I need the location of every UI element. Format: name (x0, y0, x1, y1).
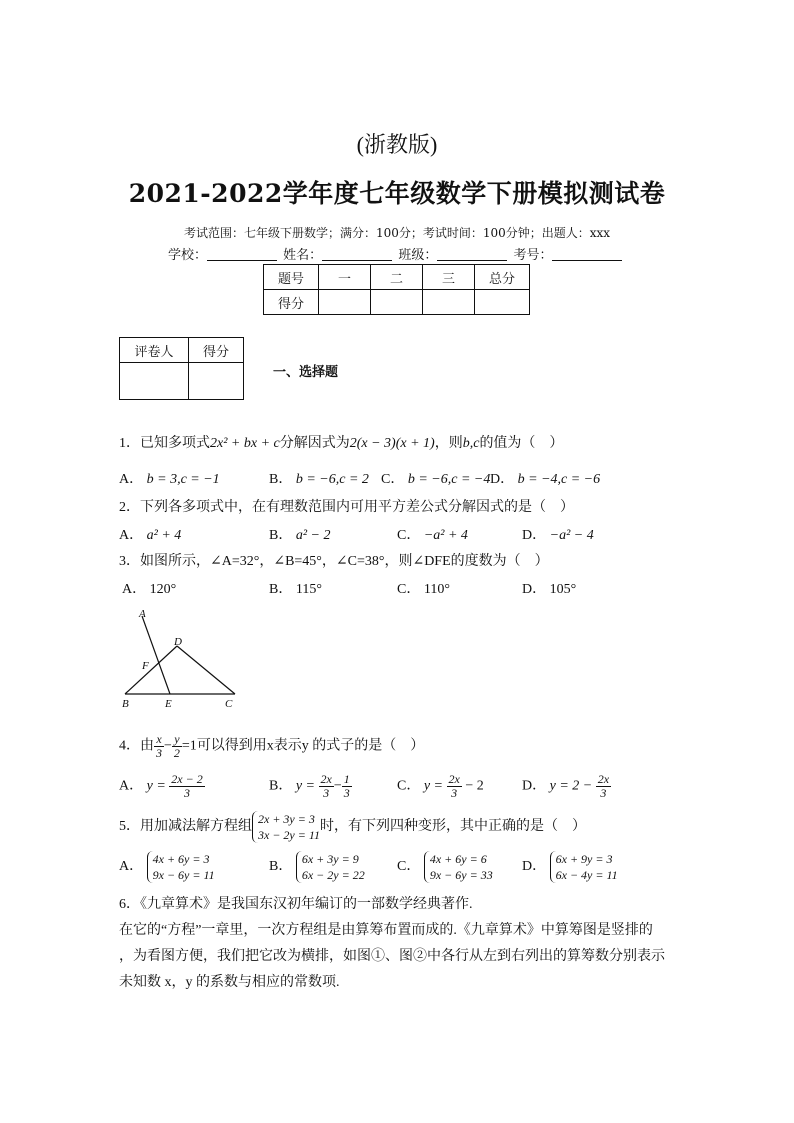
question-2-stem: 2．下列各多项式中，在有理数范围内可用平方差公式分解因式的是（ ） (119, 500, 574, 515)
q3-option-d[interactable] (522, 578, 576, 598)
q2-option-c[interactable] (397, 524, 468, 544)
option-fraction (447, 773, 462, 800)
option-label: D． (522, 528, 547, 543)
option-text: a² + 4 (146, 528, 182, 543)
triangle-figure (114, 606, 244, 712)
q4-eq: =1 (181, 738, 197, 754)
score-header-cell: 一 (319, 265, 371, 290)
rater-header-row (120, 338, 244, 363)
frac-num: 2x − 2 (171, 772, 203, 786)
equation-line: 6x − 2y = 22 (301, 868, 365, 882)
q1-factorization: 2(x − 3)(x + 1) (349, 436, 435, 451)
frac-num: 2x (320, 772, 332, 786)
rater-table (119, 337, 244, 400)
rater-header-cell: 得分 (189, 338, 244, 363)
option-label: B． (269, 859, 293, 875)
label-a: A (139, 608, 146, 620)
rater-score-cell[interactable] (189, 363, 244, 400)
option-text: 115° (295, 582, 322, 597)
q1-option-b[interactable] (269, 468, 369, 488)
score-table (263, 264, 530, 315)
option-label: A． (119, 778, 144, 794)
option-label: C． (397, 778, 421, 794)
score-cell[interactable] (371, 290, 423, 315)
frac-num: 1 (343, 772, 350, 786)
score-table-row (264, 290, 530, 315)
equation-line: 6x + 9y = 3 (555, 852, 613, 866)
equation-line: 6x − 4y = 11 (555, 868, 618, 882)
question-6-line-4: 未知数 x，y 的系数与相应的常数项. (119, 975, 340, 990)
q4-text: 4．由 (119, 738, 154, 754)
q1-text: ，则 (434, 436, 463, 451)
line-ae (142, 616, 170, 694)
q5-text: 5．用加减法解方程组 (119, 819, 252, 835)
q4-option-d[interactable] (522, 773, 611, 800)
option-text: 110° (423, 582, 450, 597)
question-4-stem (119, 733, 424, 760)
q1-option-a[interactable] (119, 468, 220, 488)
option-label: A． (119, 859, 144, 875)
option-label: B． (269, 778, 293, 794)
option-label: B． (269, 582, 293, 597)
q5-equation-system (252, 811, 320, 843)
q5-option-c[interactable] (397, 851, 493, 883)
option-lhs: y = 2 − (549, 778, 593, 794)
q1-polynomial: 2x² + bx + c (210, 436, 280, 451)
option-label: D． (522, 859, 547, 875)
line-bd (125, 646, 177, 694)
option-label: D． (522, 778, 547, 794)
equation-line: 3x − 2y = 11 (258, 828, 320, 842)
q3-option-a[interactable] (122, 578, 176, 598)
score-header-cell: 总分 (475, 265, 530, 290)
number-label: 考号： (513, 248, 553, 263)
q2-option-d[interactable] (522, 524, 594, 544)
school-blank[interactable] (207, 248, 277, 261)
frac-den: 2 (173, 746, 180, 760)
frac-den: 3 (343, 786, 350, 800)
option-text: b = −6,c = 2 (295, 472, 369, 487)
option-label: C． (397, 582, 421, 597)
question-6-line-2: 在它的“方程”一章里，一次方程组是由算筹布置而成的.《九章算术》中算筹图是竖排的 (119, 923, 653, 938)
line-dc (177, 646, 235, 694)
rater-row (120, 363, 244, 400)
frac-num: x (154, 733, 164, 747)
exam-info: 考试范围：七年级下册数学；满分：100分；考试时间：100分钟；出题人：xxx (183, 226, 611, 240)
option-label: A． (122, 582, 147, 597)
equation-line: 4x + 6y = 3 (152, 852, 210, 866)
class-blank[interactable] (437, 248, 507, 261)
equation-line: 6x + 3y = 9 (301, 852, 359, 866)
q5-option-a[interactable] (119, 851, 215, 883)
option-fraction (596, 773, 611, 800)
q4-option-c[interactable] (397, 773, 484, 800)
score-header-cell: 三 (423, 265, 475, 290)
q2-option-b[interactable] (269, 524, 331, 544)
frac-den: 3 (156, 746, 162, 760)
option-label: D． (490, 472, 515, 487)
option-text: b = 3,c = −1 (146, 472, 220, 487)
frac-num: 2x (448, 772, 460, 786)
question-3-stem: 3．如图所示，∠A=32°，∠B=45°，∠C=38°，则∠DFE的度数为（ ） (119, 554, 549, 569)
equation-line: 4x + 6y = 6 (429, 852, 487, 866)
q4-fraction-x3 (154, 733, 164, 760)
q1-vars: b,c (462, 436, 480, 451)
frac-num: y (172, 733, 182, 747)
frac-den: 3 (600, 786, 607, 800)
rater-cell[interactable] (120, 363, 189, 400)
option-fraction (342, 773, 352, 800)
label-b: B (122, 698, 129, 710)
option-text: a² − 2 (295, 528, 331, 543)
q1-option-d[interactable] (490, 468, 600, 488)
option-lhs: y = (423, 778, 444, 794)
q1-option-c[interactable] (381, 468, 490, 488)
q1-text: 的值为（ ） (479, 436, 564, 451)
school-label: 学校： (168, 248, 208, 263)
label-e: E (165, 698, 172, 710)
option-equation-system (296, 851, 365, 883)
label-d: D (174, 636, 182, 648)
frac-den: 3 (184, 786, 191, 800)
option-lhs: y = (146, 778, 166, 794)
frac-den: 3 (451, 786, 458, 800)
option-lhs: y = (295, 778, 316, 794)
number-blank[interactable] (552, 248, 622, 261)
option-fraction (169, 773, 204, 800)
option-text: b = −4,c = −6 (517, 472, 601, 487)
score-table-header-row (264, 265, 530, 290)
exam-title: 2021-2022学年度七年级数学下册模拟测试卷 (128, 179, 666, 208)
q4-fraction-y2 (172, 733, 182, 760)
q4-minus: − (164, 738, 172, 754)
q1-text: 1．已知多项式 (119, 436, 210, 451)
question-1-stem (119, 432, 563, 452)
option-text: b = −6,c = −4 (407, 472, 491, 487)
option-operator: − (333, 778, 342, 794)
section-heading: 一、选择题 (273, 365, 339, 380)
option-tail: − 2 (465, 778, 484, 794)
option-fraction (319, 773, 334, 800)
q4-option-a[interactable] (119, 773, 205, 800)
q5-option-b[interactable] (269, 851, 365, 883)
q3-option-b[interactable] (269, 578, 322, 598)
class-label: 班级： (398, 248, 438, 263)
equation-line: 9x − 6y = 33 (429, 868, 493, 882)
q3-option-c[interactable] (397, 578, 450, 598)
option-text: 105° (549, 582, 577, 597)
option-label: B． (269, 528, 293, 543)
question-5-stem (119, 811, 586, 843)
edition-label: (浙教版) (356, 132, 438, 157)
q5-text: 时，有下列四种变形，其中正确的是（ ） (319, 819, 586, 835)
option-label: A． (119, 472, 144, 487)
score-row-label: 得分 (264, 290, 319, 315)
option-label: B． (269, 472, 293, 487)
score-header-cell: 题号 (264, 265, 319, 290)
score-header-cell: 二 (371, 265, 423, 290)
q1-text: 分解因式为 (279, 436, 350, 451)
score-cell[interactable] (475, 290, 530, 315)
option-text: −a² + 4 (423, 528, 468, 543)
label-f: F (142, 660, 149, 672)
question-6-line-3: ，为看图方便，我们把它改为横排，如图①、图②中各行从左到右列出的算筹数分别表示 (119, 949, 665, 964)
option-label: C． (397, 859, 421, 875)
q5-option-d[interactable] (522, 851, 618, 883)
label-c: C (225, 698, 233, 710)
option-text: −a² − 4 (549, 528, 594, 543)
q4-text: 可以得到用x表示y 的式子的是（ ） (196, 738, 425, 754)
option-label: C． (381, 472, 405, 487)
q4-option-b[interactable] (269, 773, 352, 800)
student-fields (168, 244, 622, 263)
name-label: 姓名： (283, 248, 323, 263)
score-cell[interactable] (319, 290, 371, 315)
option-equation-system (550, 851, 618, 883)
rater-header-cell: 评卷人 (120, 338, 189, 363)
option-label: C． (397, 528, 421, 543)
option-label: D． (522, 582, 547, 597)
frac-den: 3 (323, 786, 330, 800)
equation-line: 2x + 3y = 3 (258, 812, 315, 826)
question-6-line-1: 6．《九章算术》是我国东汉初年编订的一部数学经典著作. (119, 897, 473, 912)
frac-num: 2x (597, 772, 610, 786)
name-blank[interactable] (322, 248, 392, 261)
q2-option-a[interactable] (119, 524, 181, 544)
option-equation-system (147, 851, 215, 883)
score-cell[interactable] (423, 290, 475, 315)
option-label: A． (119, 528, 144, 543)
option-text: 120° (149, 582, 177, 597)
option-equation-system (424, 851, 493, 883)
equation-line: 9x − 6y = 11 (152, 868, 215, 882)
